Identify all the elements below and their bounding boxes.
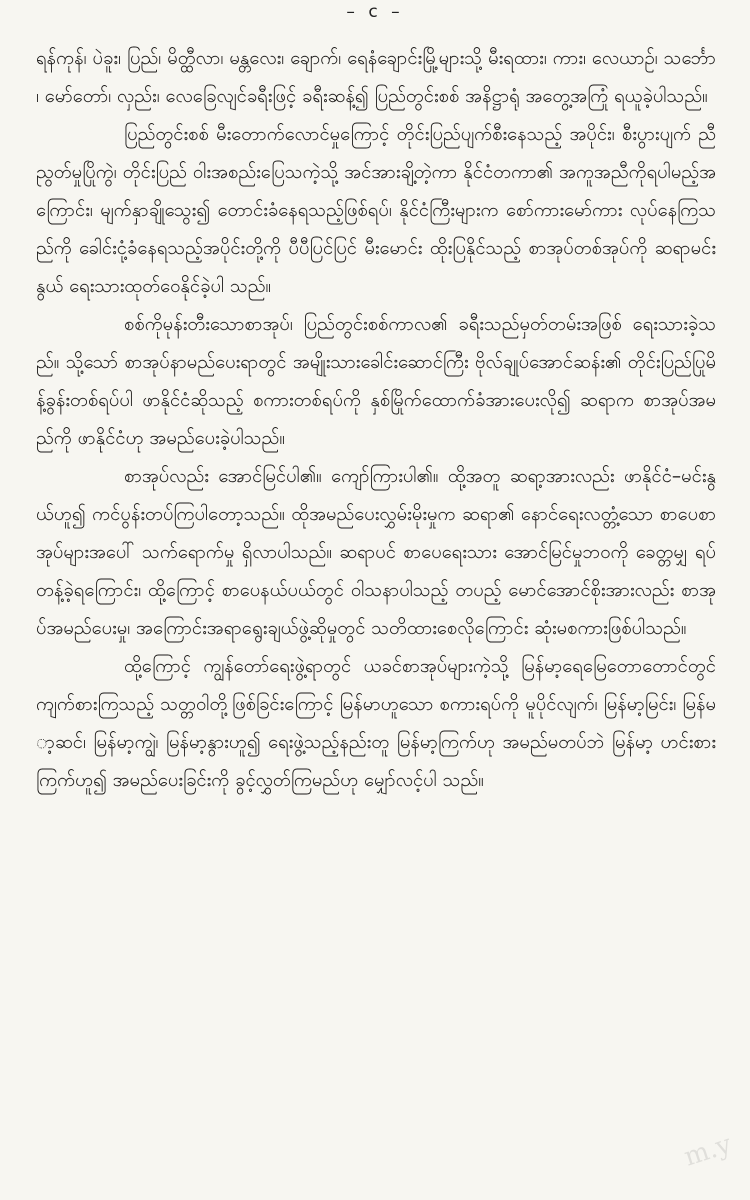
paragraph-1: ရန်ကုန်၊ ပဲခူး၊ ပြည်၊ မိတ္ထီလာ၊ မန္တလေး၊ ချောက်၊ ရေနံချောင်းမြို့များသို့ မီးရထား၊ ကား၊ လေယာဉ်၊ သင်္ဘော၊ မော်တော်၊ လှည်း၊ လေခြေလျင်ခရီးဖြင့် ခရီးဆန့်၍ ပြည်တွင်းစစ် အနိဋ္ဌာရုံ အတွေ့အကြုံ ရယူခဲ့ပါသည်။	[36, 48, 716, 107]
paragraph-5: ထို့ကြောင့် ကျွန်တော်ရေးဖွဲ့ရာတွင် ယခင်စာအုပ်များကဲ့သို့ မြန်မာ့ရေမြေတောတောင်တွင် ကျက်စားကြသည့် သတ္တဝါတို့ဖြစ်ခြင်းကြောင့် မြန်မာဟူသော စကားရပ်ကို မူပိုင်လျက်၊ မြန်မာ့မြင်း၊ မြန်မာ့ဆင်၊ မြန်မာ့ကျွဲ၊ မြန်မာ့နွားဟူ၍ ရေးဖွဲ့သည့်နည်းတူ မြန်မာ့ကြက်ဟု အမည်မတပ်ဘဲ မြန်မာ့ ဟင်းစားကြက်ဟူ၍ အမည်ပေးခြင်းကို ခွင့်လွှတ်ကြမည်ဟု မျှော်လင့်ပါ သည်။	[36, 656, 716, 791]
page-number: – c –	[346, 2, 404, 22]
paragraph-3: စစ်ကိုမုန်းတီးသောစာအုပ်၊ ပြည်တွင်းစစ်ကာလ၏ ခရီးသည်မှတ်တမ်းအဖြစ် ရေးသားခဲ့သည်။ သို့သော် စာအုပ်နာမည်ပေးရာတွင် အမျိုးသားခေါင်းဆောင်ကြီး ဗိုလ်ချုပ်အောင်ဆန်း၏ တိုင်းပြည်ပြုမိန့်ခွန်းတစ်ရပ်ပါ ဖာနိုင်ငံဆိုသည့် စကားတစ်ရပ်ကို နှစ်မြိုက်ထောက်ခံအားပေးလို၍ ဆရာက စာအုပ်အမည်ကို ဖာနိုင်ငံဟု အမည်ပေးခဲ့ပါသည်။	[36, 314, 716, 449]
paragraph-2: ပြည်တွင်းစစ် မီးတောက်လောင်မှုကြောင့် တိုင်းပြည်ပျက်စီးနေသည့် အပိုင်း၊ စီးပွားပျက် ညီညွတ်မှုပြိုကွဲ၊ တိုင်းပြည် ဝါးအစည်းပြေသကဲ့သို့ အင်အားချိ့တဲ့ကာ နိုင်ငံတကာ၏ အကူအညီကိုရပါမည့်အကြောင်း၊ မျက်နှာချိုသွေး၍ တောင်းခံနေရသည့်ဖြစ်ရပ်၊ နိုင်ငံကြီးများက စော်ကားမော်ကား လုပ်နေကြသည်ကို ခေါင်းငုံ့ခံနေရသည့်အပိုင်းတို့ကို ပီပီပြင်ပြင် မီးမောင်း ထိုးပြနိုင်သည့် စာအုပ်တစ်အုပ်ကို ဆရာမင်းနွယ် ရေးသားထုတ်ဝေနိုင်ခဲ့ပါ သည်။	[36, 124, 716, 297]
watermark: m.y	[680, 1129, 736, 1173]
paragraph-4: စာအုပ်လည်း အောင်မြင်ပါ၏။ ကျော်ကြားပါ၏။ ထို့အတူ ဆရာ့အားလည်း ဖာနိုင်ငံ–မင်းနွယ်ဟူ၍ ကင်ပွန်းတပ်ကြပါတော့သည်။ ထိုအမည်ပေးလွှမ်းမိုးမှုက ဆရာ၏ နောင်ရေးလတ္တံ့သော စာပေစာအုပ်များအပေါ် သက်ရောက်မှု ရှိလာပါသည်။ ဆရာပင် စာပေရေးသား အောင်မြင်မှုဘဝကို ခေတ္တမျှ ရပ်တန့်ခဲ့ရကြောင်း၊ ထို့ကြောင့် စာပေနယ်ပယ်တွင် ဝါသနာပါသည့် တပည့် မောင်အောင်စိုးအားလည်း စာအုပ်အမည်ပေးမှု၊ အကြောင်းအရာရွေးချယ်ဖွဲ့ဆိုမှုတွင် သတိထားစေလိုကြောင်း ဆုံးမစကားဖြစ်ပါသည်။	[36, 466, 716, 639]
body-text	[36, 40, 716, 800]
